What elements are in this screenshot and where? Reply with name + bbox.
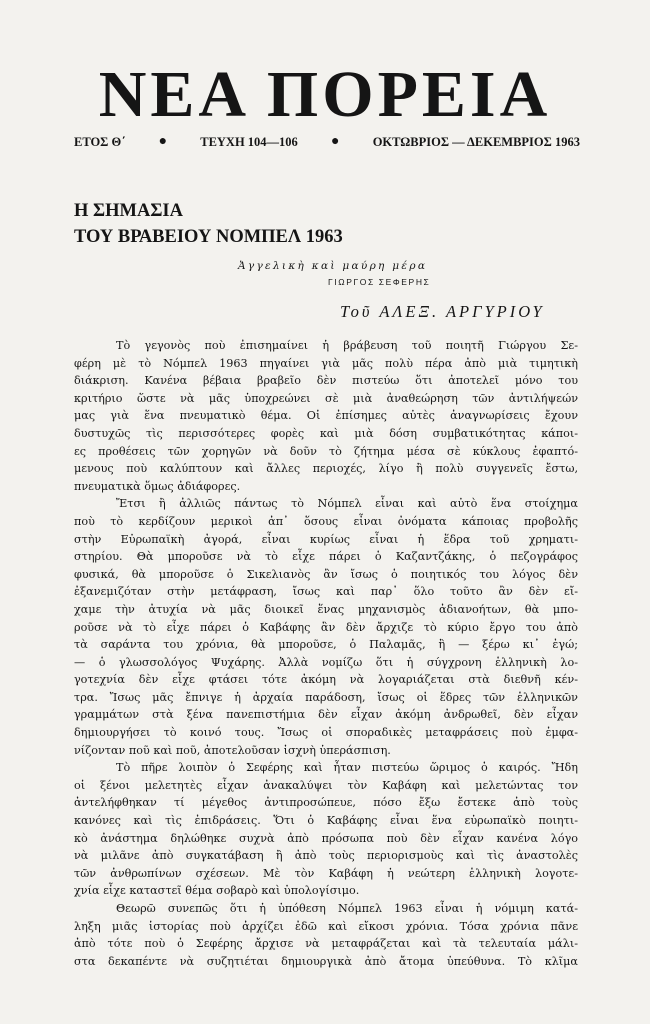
text-line: δυστυχῶς τὶς περισσότερες φορὲς καὶ μιὰ δόση συμβατικότητας κάποι- xyxy=(74,426,578,440)
text-line: Τὸ πῆρε λοιπὸν ὁ Σεφέρης καὶ ἦταν πιστεύω ὥριμος ὁ καιρός. Ἤδη xyxy=(116,761,578,775)
article-title-line-2: ΤΟΥ ΒΡΑΒΕΙΟΥ ΝΟΜΠΕΛ 1963 xyxy=(74,227,343,247)
text-line: τρα. Ἴσως μᾶς ἔπνιγε ἡ ἀρχαία παράδοση, ἴσως οἱ ἕδρες τῶν ἑλληνικῶν xyxy=(74,690,578,704)
journal-masthead: ΝΕΑ ΠΟΡΕΙΑ xyxy=(98,58,552,131)
text-line: κὸ ἀνάστημα δηλώθηκε συχνὰ ἀπὸ πρόσωπα ποὺ δὲν εἶχαν κανένα λόγο xyxy=(74,831,578,845)
text-line: κανόνες καὶ τὶς ἐπιδράσεις. Ὅτι ὁ Καβάφης εἶναι ἕνα εὐρωπαϊκὸ ποιητι- xyxy=(74,814,578,828)
text-line: δημιουργήσει τὸ κοινό τους. Ἴσως οἱ σποραδικὲς μεταφράσεις ποὺ ἐμφα- xyxy=(74,726,578,740)
epigraph-author: ΓΙΩΡΓΟΣ ΣΕΦΕΡΗΣ xyxy=(328,277,431,287)
text-line: πνευματικὰ ὅμως ἀδιάφορες. xyxy=(74,479,241,493)
text-line: φέρη μὲ τὸ Νόμπελ 1963 πηγαίνει γιὰ μᾶς πολὺ πέρα ἀπὸ μιὰ τιμητικὴ xyxy=(74,356,578,370)
text-line: τῶν ἀνθρωπίνων σχέσεων. Μὲ τὸν Καβάφη ἡ νεώτερη ἑλληνικὴ λογοτε- xyxy=(74,866,578,880)
text-line: στα δεκαπέντε νὰ συζητιέται δημιουργικὰ ἀπὸ ἄτομα ὑπεύθυνα. Τὸ κλῖμα xyxy=(74,954,578,968)
text-line: γραμμάτων στὰ ξένα πανεπιστήμια δὲν εἶχαν ἀκόμη ἀνδρωθεῖ, δὲν εἶχαν xyxy=(74,708,578,722)
text-line: γοτεχνία δὲν εἶχε φτάσει τότε ἀκόμη νὰ λογαριάζεται στὰ διεθνῆ κέν- xyxy=(74,673,578,687)
text-line: νίζονταν ποῦ καὶ ποῦ, ἀποτελοῦσαν ἰσχνὴ ὑπεράσπιση. xyxy=(74,743,391,757)
text-line: νὰ μιλᾶνε ἀπὸ συγκατάβαση ἢ ἀπὸ τοὺς περιορισμοὺς καὶ τὶς ἀναστολὲς xyxy=(74,849,578,863)
text-line: μας γιὰ ἕνα πνευματικὸ θέμα. Οἱ ἐπίσημες αὐτὲς ἀναγνωρίσεις ἔχουν xyxy=(74,409,578,423)
text-line: οἱ ξένοι μελετητὲς εἶχαν ἀνακαλύψει τὸν Καβάφη καὶ μελετώντας τον xyxy=(74,778,578,792)
text-line: Θεωρῶ συνεπῶς ὅτι ἡ ὑπόθεση Νόμπελ 1963 εἶναι ἡ νόμιμη κατά- xyxy=(116,902,578,915)
article-epigraph: Ἀγγελικὴ καὶ μαύρη μέρα xyxy=(238,260,428,272)
article-title-line-1: Η ΣΗΜΑΣΙΑ xyxy=(74,201,183,221)
text-line: ἀπὸ τότε ποὺ ὁ Σεφέρης ἄρχισε νὰ μεταφράζεται καὶ τὰ τελευταία μάλι- xyxy=(74,937,578,951)
text-line: μενους ποὺ καλύπτουν καὶ ἄλλες περιοχές, λίγο ἢ πολὺ συγγενεῖς ἔστω, xyxy=(74,462,578,476)
text-line: Τὸ γεγονὸς ποὺ ἐπισημαίνει ἡ βράβευση τοῦ ποιητῆ Γιώργου Σε- xyxy=(116,339,578,352)
issue-numbers: ΤΕΥΧΗ 104—106 xyxy=(200,134,298,149)
text-line: ἐξανεμιζόταν στὴν μετάφραση, ἴσως καὶ παρ᾿ ὅλο τοῦτο ἂν δὲν εἴ- xyxy=(74,585,578,599)
issue-year: ΕΤΟΣ Θ΄ xyxy=(74,134,126,149)
article-byline: Τοῦ ΑΛΕΞ. ΑΡΓΥΡΙΟΥ xyxy=(340,302,545,321)
text-line: ροῦσε νὰ τὸ εἶχε πάρει ὁ Καβάφης ἂν δὲν ἄρχιζε τὸ κύριο ἔργο του ἀπὸ xyxy=(74,620,578,634)
text-line: χαμε τὴν ἀτυχία νὰ μᾶς διοικεῖ ἕνας μηχανισμὸς ἀδιανοήτων, θὰ μπο- xyxy=(74,602,578,616)
text-line: ποὺ τὸ κερδίζουν μερικοὶ ἀπ᾿ ὅσους εἶναι ὀνόματα κάποιας προβολῆς xyxy=(74,514,578,528)
text-line: Ἔτσι ἢ ἀλλιῶς πάντως τὸ Νόμπελ εἶναι καὶ αὐτὸ ἕνα στοίχημα xyxy=(116,497,578,511)
text-line: ες προθέσεις τῶν χορηγῶν νὰ δοῦν τὸ ζήτημα μέσα σὲ κύκλους ἐφαπτό- xyxy=(74,444,578,458)
text-line: τὰ σαράντα του χρόνια, θὰ μποροῦσε, ὁ Παλαμᾶς, ἢ — ξέρω κι᾿ ἐγώ; xyxy=(74,638,578,652)
text-line: στὴν Εὐρωπαϊκὴ ἀγορά, εἶναι κυρίως εἶναι ἡ ἕδρα τοῦ χρηματι- xyxy=(74,532,578,546)
text-line: στηρίου. Θὰ μποροῦσε νὰ τὸ εἶχε πάρει ὁ Καζαντζάκης, ὁ πεζογράφος xyxy=(74,550,578,564)
text-line: χνία εἶχε καταστεῖ θέμα σοβαρὸ καὶ ὑπολογίσιμο. xyxy=(74,884,360,898)
text-line: φυσικά, θὰ μποροῦσε ὁ Σικελιανὸς ἂν ἴσως ὁ ποιητικός του λόγος δὲν xyxy=(74,567,578,581)
text-line: ληξη μιᾶς ἱστορίας ποὺ ἀρχίζει ἐδῶ καὶ εἴκοσι χρόνια. Τόσα χρόνια πᾶνε xyxy=(74,919,578,933)
issue-date: ΟΚΤΩΒΡΙΟΣ — ΔΕΚΕΜΒΡΙΟΣ 1963 xyxy=(372,134,580,149)
text-line: ἀντελήφθηκαν τί μέγεθος ἀντιπροσώπευε, πόσο ἔξω ἔστεκε ἀπὸ τοὺς xyxy=(74,796,578,810)
text-line: κριτήριο ὥστε νὰ μᾶς ὑποχρεώνει σὲ μιὰ ἀναθεώρηση τῶν ἀντιλήψεών xyxy=(74,391,578,405)
article-body xyxy=(74,337,578,970)
text-line: — ὁ γλωσσολόγος Ψυχάρης. Ἀλλὰ νομίζω ὅτι ἡ σύγχρονη ἑλληνικὴ λο- xyxy=(74,655,578,669)
issue-info-line xyxy=(74,134,580,150)
text-line: διάκριση. Κανένα βέβαια βραβεῖο δὲν πιστεύω ὅτι ἀποτελεῖ μόνο του xyxy=(74,374,578,388)
bullet-icon: ● xyxy=(331,134,340,149)
bullet-icon: ● xyxy=(158,134,168,149)
